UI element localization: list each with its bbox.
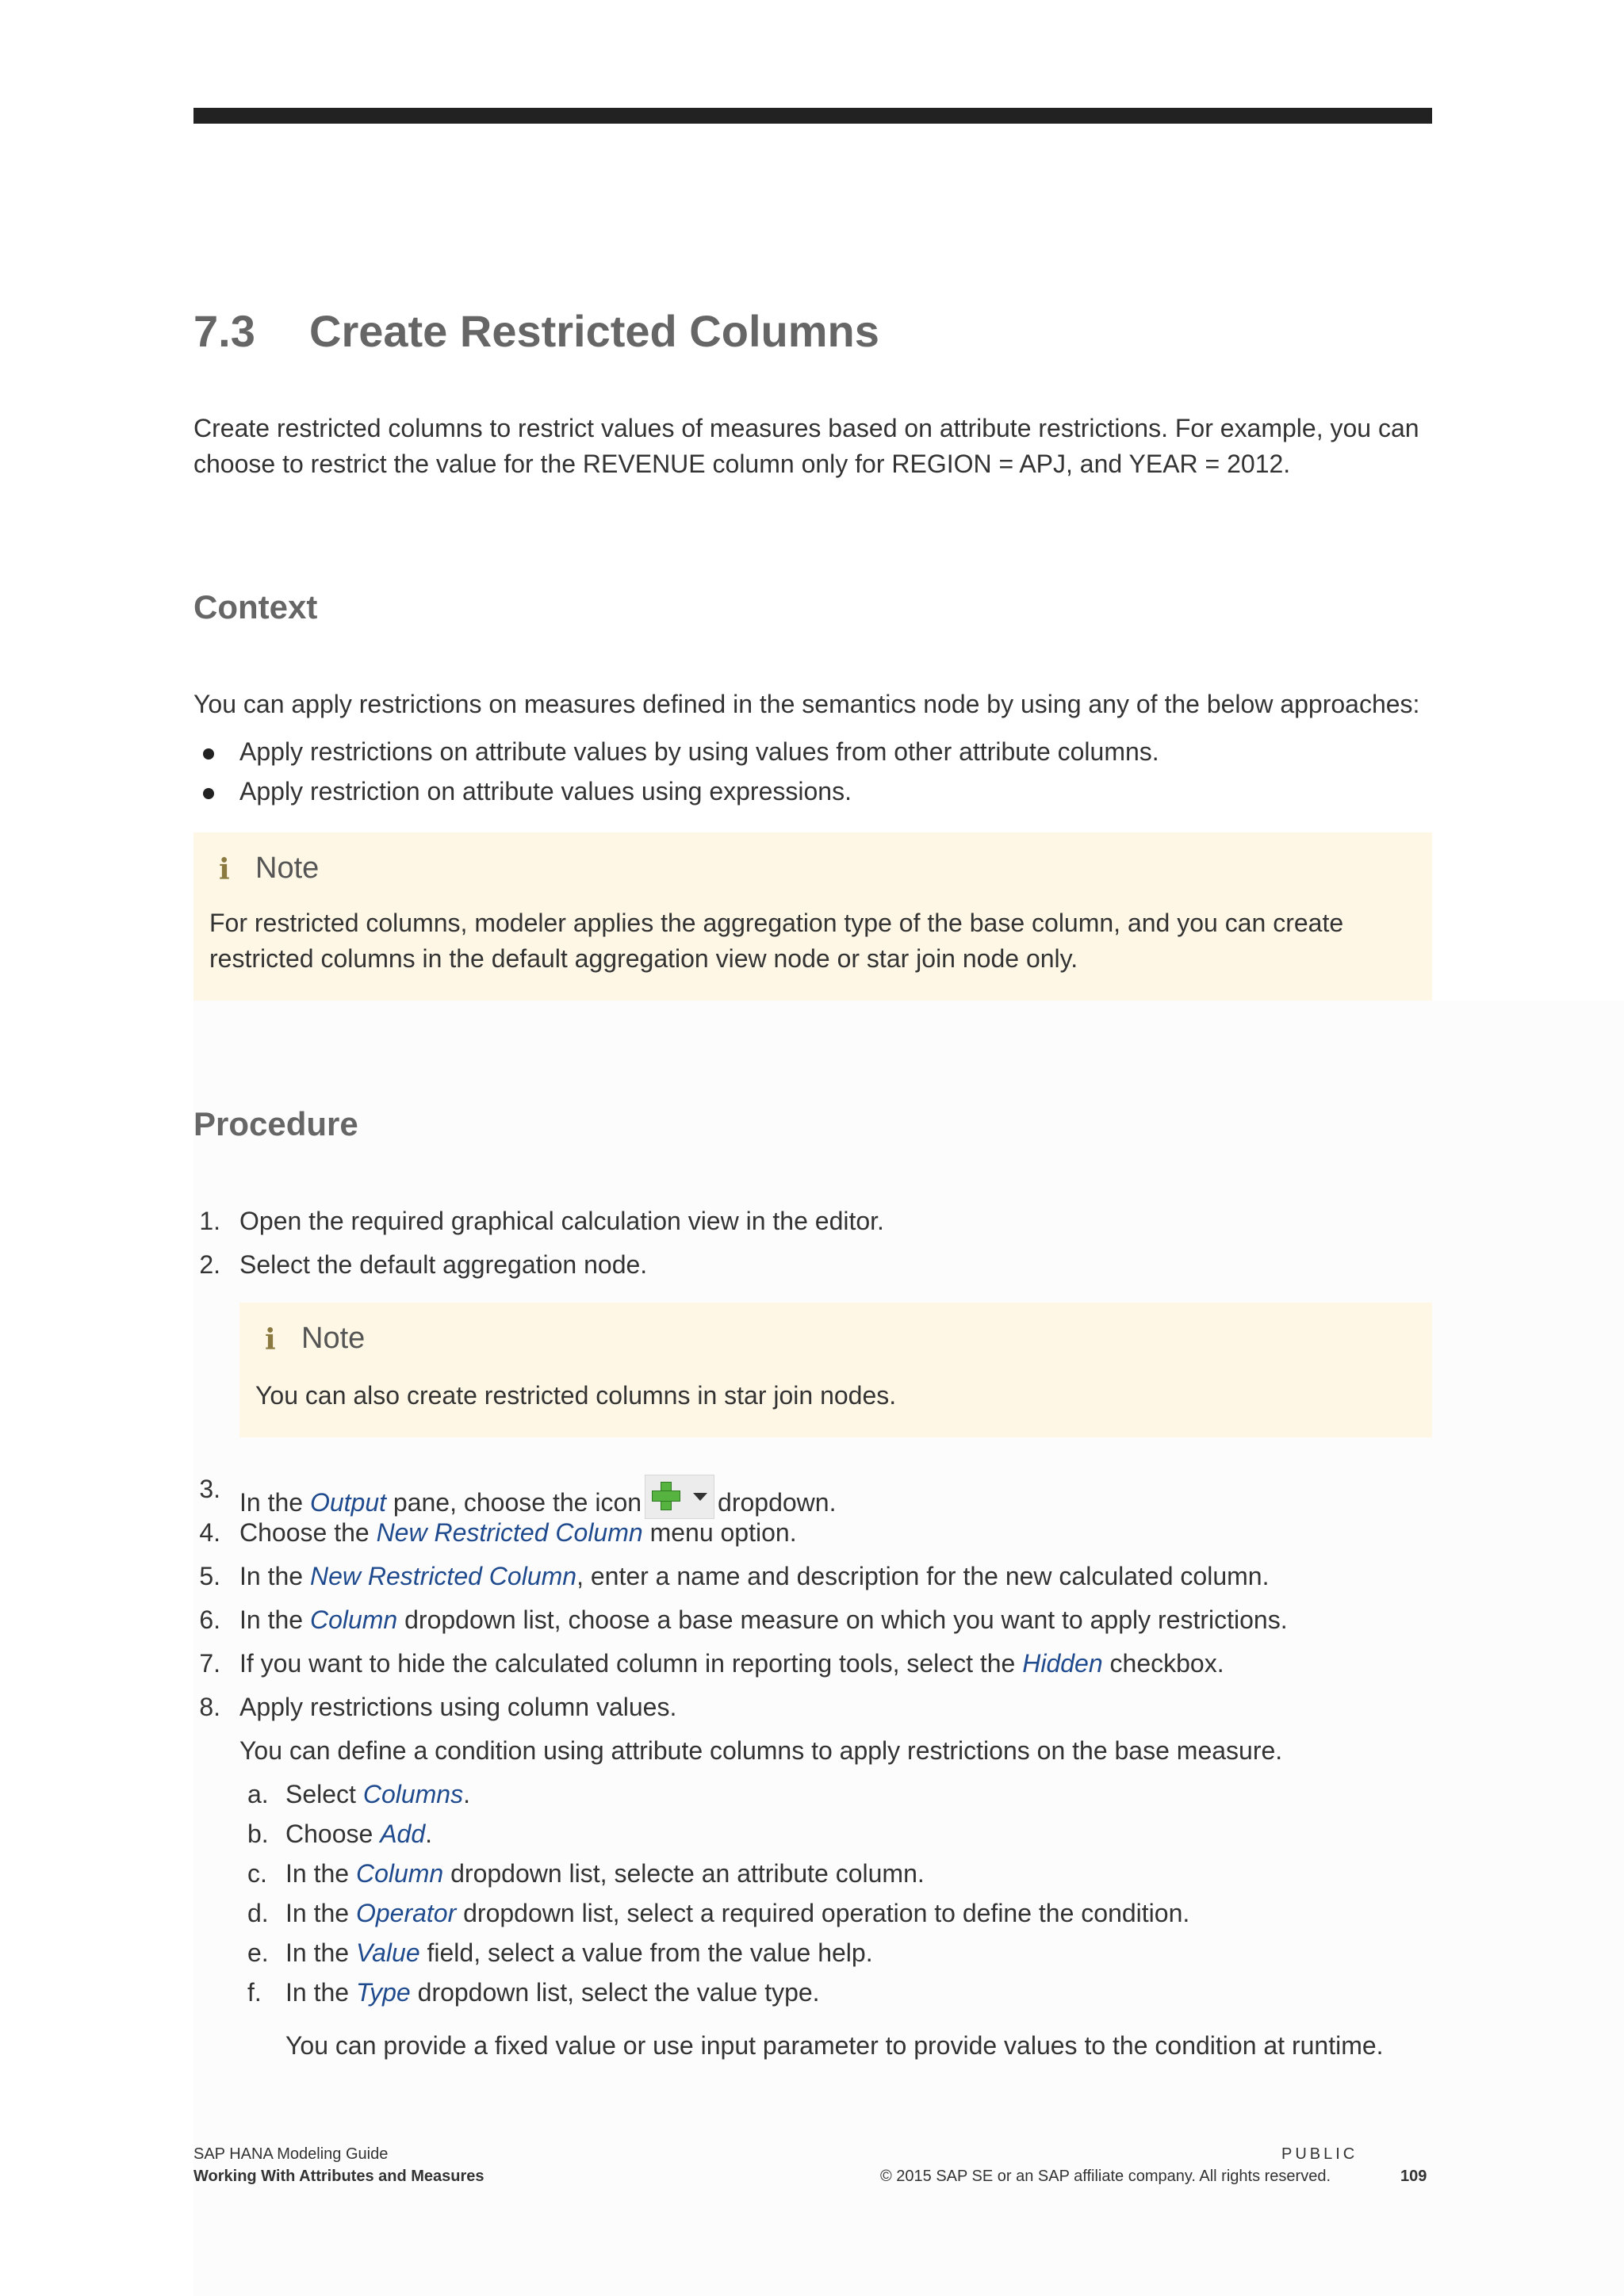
- step-number: 8.: [199, 1693, 220, 1721]
- step-text-part: In the: [285, 1938, 356, 1967]
- footer-page-number: 109: [1400, 2168, 1427, 2185]
- substep-text: [285, 1859, 925, 1888]
- step-number: 5.: [199, 1562, 220, 1590]
- step-text: Open the required graphical calculation view in the editor.: [239, 1207, 884, 1235]
- note-title: Note: [255, 851, 320, 885]
- step-number: 3.: [199, 1475, 220, 1503]
- note-box: [193, 832, 1432, 1001]
- add-dropdown-button: [645, 1475, 714, 1519]
- caret-down-icon: [693, 1493, 707, 1501]
- footer-guide-title: SAP HANA Modeling Guide: [193, 2145, 389, 2163]
- step-text: Select the default aggregation node.: [239, 1250, 648, 1279]
- context-heading: Context: [193, 588, 318, 626]
- ui-term-column: Column: [355, 1859, 444, 1888]
- bullet-dot: [203, 748, 214, 760]
- ui-term-add: Add: [380, 1820, 426, 1848]
- intro-paragraph: Create restricted columns to restrict values of measures based on attribute restrictions. For example, you can choose to restrict the value for the REVENUE column only for REGION = APJ, and YEAR = 2012.: [193, 414, 1419, 478]
- step-text: [239, 1475, 836, 1519]
- ui-term-new-restricted-column: New Restricted Column: [376, 1518, 643, 1547]
- context-text: You can apply restrictions on measures defined in the semantics node by using any of the below approaches:: [193, 690, 1420, 718]
- ui-term-output: Output: [309, 1488, 387, 1517]
- ui-term-columns: Columns: [362, 1780, 464, 1808]
- header-rule: [193, 108, 1432, 124]
- step-text-part: .: [425, 1820, 433, 1848]
- step-text-part: dropdown list, choose a base measure on which you want to apply restrictions.: [397, 1605, 1288, 1634]
- step-text-part: dropdown list, select the value type.: [410, 1978, 820, 2007]
- step-text-part: Choose the: [239, 1518, 377, 1547]
- ui-term-new-restricted-column: New Restricted Column: [309, 1562, 577, 1590]
- section-title: [193, 305, 879, 357]
- step-text: [239, 1518, 797, 1548]
- substep-letter: a.: [247, 1780, 269, 1808]
- bullet-text: Apply restriction on attribute values using expressions.: [239, 777, 852, 806]
- info-icon: i: [265, 1323, 276, 1357]
- step-text: [239, 1605, 1288, 1635]
- substep-description: You can provide a fixed value or use input parameter to provide values to the condition at runtime.: [285, 2031, 1384, 2060]
- step-text-part: Choose: [285, 1820, 381, 1848]
- note-title: Note: [301, 1322, 366, 1355]
- step-text-part: In the: [285, 1899, 356, 1927]
- footer-classification: PUBLIC: [1281, 2145, 1358, 2163]
- step-text-part: menu option.: [642, 1518, 797, 1547]
- step-number: 6.: [199, 1605, 220, 1634]
- step-number: 2.: [199, 1250, 220, 1279]
- section-number: 7.3: [193, 306, 255, 356]
- substep-letter: c.: [247, 1859, 267, 1888]
- step-number: 4.: [199, 1518, 220, 1547]
- step-description: You can define a condition using attribute columns to apply restrictions on the base measure.: [239, 1736, 1283, 1765]
- step-text-part: field, select a value from the value help.: [419, 1938, 873, 1967]
- step-number: 1.: [199, 1207, 220, 1235]
- ui-term-operator: Operator: [355, 1899, 457, 1927]
- step-text-part: , enter a name and description for the new calculated column.: [576, 1562, 1270, 1590]
- step-text-part: checkbox.: [1102, 1649, 1224, 1678]
- step-text-part: In the: [285, 1978, 356, 2007]
- step-text-part: dropdown.: [718, 1488, 837, 1517]
- info-icon: i: [219, 853, 230, 886]
- substep-text: [285, 1938, 873, 1968]
- substep-letter: d.: [247, 1899, 269, 1927]
- step-text: [239, 1562, 1269, 1591]
- step-text-part: If you want to hide the calculated column in reporting tools, select the: [239, 1649, 1023, 1678]
- step-text: Apply restrictions using column values.: [239, 1693, 677, 1721]
- step-number: 7.: [199, 1649, 220, 1678]
- note-text: You can also create restricted columns in star join nodes.: [255, 1381, 897, 1410]
- substep-letter: b.: [247, 1820, 269, 1848]
- substep-text: [285, 1899, 1189, 1928]
- substep-text: [285, 1780, 470, 1809]
- step-text-part: dropdown list, select a required operation to define the condition.: [456, 1899, 1190, 1927]
- step-text-part: In the: [239, 1488, 310, 1517]
- bullet-dot: [203, 788, 214, 799]
- ui-term-type: Type: [355, 1978, 411, 2007]
- substep-text: [285, 1978, 820, 2007]
- footer-chapter: Working With Attributes and Measures: [193, 2168, 485, 2185]
- step-text: [239, 1649, 1224, 1678]
- procedure-heading: Procedure: [193, 1105, 358, 1142]
- note-text: For restricted columns, modeler applies the aggregation type of the base column, and you can create restricted columns in the default aggregation view node or star join node only.: [209, 909, 1344, 973]
- footer-copyright: © 2015 SAP SE or an SAP affiliate company. All rights reserved.: [880, 2168, 1331, 2185]
- ui-term-hidden: Hidden: [1022, 1649, 1103, 1678]
- substep-letter: f.: [247, 1978, 262, 2007]
- step-text-part: In the: [285, 1859, 356, 1888]
- substep-text: [285, 1820, 432, 1849]
- section-title-text: Create Restricted Columns: [309, 306, 879, 356]
- step-text-part: Select: [285, 1780, 363, 1808]
- step-text-part: In the: [239, 1562, 310, 1590]
- note-box: [239, 1303, 1432, 1437]
- add-icon: [652, 1482, 679, 1509]
- step-text-part: .: [463, 1780, 470, 1808]
- substep-letter: e.: [247, 1938, 269, 1967]
- ui-term-column: Column: [309, 1605, 398, 1634]
- step-text-part: dropdown list, selecte an attribute column.: [443, 1859, 925, 1888]
- ui-term-value: Value: [355, 1938, 420, 1967]
- step-text-part: pane, choose the icon: [386, 1488, 642, 1517]
- step-text-part: In the: [239, 1605, 310, 1634]
- bullet-text: Apply restrictions on attribute values by using values from other attribute columns.: [239, 737, 1159, 766]
- page-background-shade: [193, 1001, 1624, 2296]
